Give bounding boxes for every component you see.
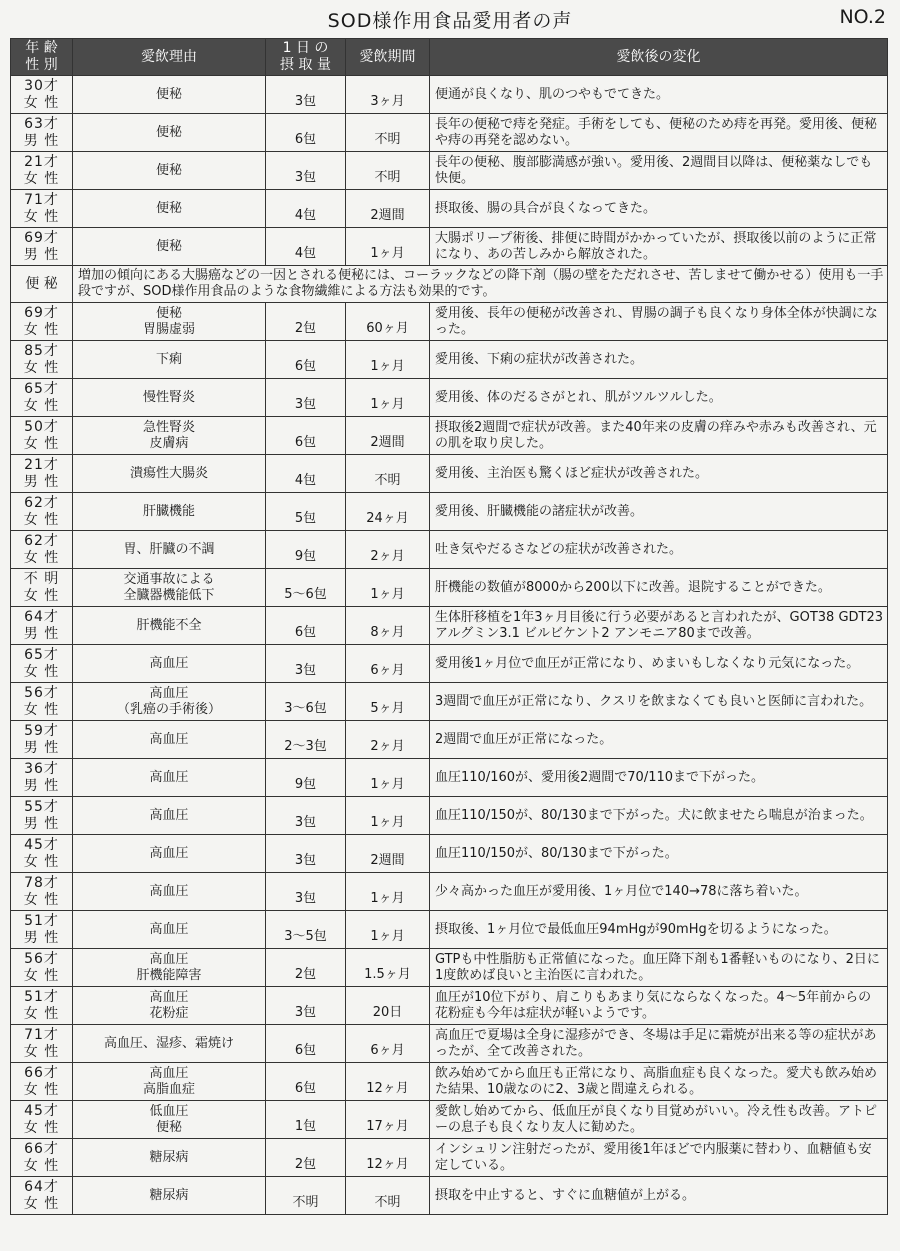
amount-cell: 9包: [266, 531, 346, 569]
change-cell: 長年の便秘、腹部膨満感が強い。愛用後、2週間目以降は、便秘薬なしでも快便。: [430, 152, 888, 190]
reason-cell: 交通事故による 全臓器機能低下: [73, 569, 266, 607]
table-row: [11, 1177, 888, 1215]
change-cell: 愛用後、肝臓機能の諸症状が改善。: [430, 493, 888, 531]
change-cell: 2週間で血圧が正常になった。: [430, 721, 888, 759]
period-cell: 2ヶ月: [346, 531, 430, 569]
age-sex-cell: 55才 男 性: [11, 797, 73, 835]
reason-cell: 便秘: [73, 228, 266, 266]
change-cell: 大腸ポリープ術後、排便に時間がかかっていたが、摂取後以前のように正常になり、あの苦しみから解放された。: [430, 228, 888, 266]
period-cell: 6ヶ月: [346, 645, 430, 683]
header-period: 愛飲期間: [346, 39, 430, 76]
period-cell: 2週間: [346, 835, 430, 873]
amount-cell: 3包: [266, 645, 346, 683]
age-sex-cell: 62才 女 性: [11, 531, 73, 569]
change-cell: 愛用後、長年の便秘が改善され、胃腸の調子も良くなり身体全体が快調になった。: [430, 303, 888, 341]
change-cell: 血圧110/150が、80/130まで下がった。犬に飲ませたら喘息が治まった。: [430, 797, 888, 835]
reason-cell: 糖尿病: [73, 1177, 266, 1215]
page-title: SOD様作用食品愛用者の声: [327, 10, 573, 32]
amount-cell: 3包: [266, 797, 346, 835]
reason-cell: 慢性腎炎: [73, 379, 266, 417]
table-row: [11, 228, 888, 266]
amount-cell: 1包: [266, 1101, 346, 1139]
amount-cell: 3包: [266, 835, 346, 873]
age-sex-cell: 69才 男 性: [11, 228, 73, 266]
age-sex-cell: 45才 女 性: [11, 835, 73, 873]
header-change: 愛飲後の変化: [430, 39, 888, 76]
testimonials-table: [10, 38, 888, 1215]
amount-cell: 6包: [266, 341, 346, 379]
table-row: [11, 455, 888, 493]
period-cell: 2週間: [346, 417, 430, 455]
reason-cell: 高血圧、湿疹、霜焼け: [73, 1025, 266, 1063]
note-row: [11, 266, 888, 303]
period-cell: 12ヶ月: [346, 1063, 430, 1101]
reason-cell: 高血圧 高脂血症: [73, 1063, 266, 1101]
table-row: [11, 341, 888, 379]
change-cell: 血圧が10位下がり、肩こりもあまり気にならなくなった。4〜5年前からの花粉症も今年は症状が軽いようです。: [430, 987, 888, 1025]
header-age-sex: 年 齢 性 別: [11, 39, 73, 76]
change-cell: 血圧110/150が、80/130まで下がった。: [430, 835, 888, 873]
table-row: [11, 873, 888, 911]
period-cell: 6ヶ月: [346, 1025, 430, 1063]
change-cell: 愛用後、下痢の症状が改善された。: [430, 341, 888, 379]
table-header-row: [11, 39, 888, 76]
period-cell: 1ヶ月: [346, 341, 430, 379]
table-row: [11, 987, 888, 1025]
period-cell: 不明: [346, 114, 430, 152]
change-cell: 愛用後1ヶ月位で血圧が正常になり、めまいもしなくなり元気になった。: [430, 645, 888, 683]
amount-cell: 2包: [266, 949, 346, 987]
age-sex-cell: 56才 女 性: [11, 683, 73, 721]
table-row: [11, 911, 888, 949]
reason-cell: 糖尿病: [73, 1139, 266, 1177]
table-row: [11, 531, 888, 569]
amount-cell: 4包: [266, 455, 346, 493]
header-amount: 1 日 の 摂 取 量: [266, 39, 346, 76]
change-cell: 愛飲し始めてから、低血圧が良くなり目覚めがいい。冷え性も改善。アトピーの息子も良くなり友人に勧めた。: [430, 1101, 888, 1139]
amount-cell: 6包: [266, 114, 346, 152]
change-cell: 肝機能の数値が8000から200以下に改善。退院することができた。: [430, 569, 888, 607]
amount-cell: 3〜5包: [266, 911, 346, 949]
period-cell: 3ヶ月: [346, 76, 430, 114]
amount-cell: 3包: [266, 873, 346, 911]
table-row: [11, 607, 888, 645]
header-reason: 愛飲理由: [73, 39, 266, 76]
table-row: [11, 1101, 888, 1139]
period-cell: 17ヶ月: [346, 1101, 430, 1139]
age-sex-cell: 50才 女 性: [11, 417, 73, 455]
age-sex-cell: 78才 女 性: [11, 873, 73, 911]
period-cell: 24ヶ月: [346, 493, 430, 531]
age-sex-cell: 71才 女 性: [11, 1025, 73, 1063]
change-cell: 飲み始めてから血圧も正常になり、高脂血症も良くなった。愛犬も飲み始めた結果、10歳なのに2、3歳と間違えられる。: [430, 1063, 888, 1101]
age-sex-cell: 21才 女 性: [11, 152, 73, 190]
table-row: [11, 417, 888, 455]
amount-cell: 2包: [266, 1139, 346, 1177]
age-sex-cell: 21才 男 性: [11, 455, 73, 493]
period-cell: 不明: [346, 455, 430, 493]
table-row: [11, 1063, 888, 1101]
table-row: [11, 493, 888, 531]
reason-cell: 便秘: [73, 114, 266, 152]
age-sex-cell: 不 明 女 性: [11, 569, 73, 607]
reason-cell: 高血圧 （乳癌の手術後）: [73, 683, 266, 721]
table-body: [11, 76, 888, 1215]
period-cell: 2週間: [346, 190, 430, 228]
reason-cell: 高血圧: [73, 835, 266, 873]
reason-cell: 高血圧: [73, 873, 266, 911]
amount-cell: 不明: [266, 1177, 346, 1215]
age-sex-cell: 69才 女 性: [11, 303, 73, 341]
reason-cell: 便秘 胃腸虚弱: [73, 303, 266, 341]
change-cell: 摂取後、1ヶ月位で最低血圧94mHgが90mHgを切るようになった。: [430, 911, 888, 949]
period-cell: 1ヶ月: [346, 569, 430, 607]
table-row: [11, 569, 888, 607]
amount-cell: 3〜6包: [266, 683, 346, 721]
amount-cell: 6包: [266, 1025, 346, 1063]
age-sex-cell: 62才 女 性: [11, 493, 73, 531]
age-sex-cell: 71才 女 性: [11, 190, 73, 228]
reason-cell: 高血圧: [73, 721, 266, 759]
amount-cell: 3包: [266, 987, 346, 1025]
period-cell: 不明: [346, 1177, 430, 1215]
age-sex-cell: 64才 女 性: [11, 1177, 73, 1215]
table-row: [11, 152, 888, 190]
reason-cell: 胃、肝臓の不調: [73, 531, 266, 569]
change-cell: インシュリン注射だったが、愛用後1年ほどで内服薬に替わり、血糖値も安定している。: [430, 1139, 888, 1177]
change-cell: 少々高かった血圧が愛用後、1ヶ月位で140→78に落ち着いた。: [430, 873, 888, 911]
period-cell: 8ヶ月: [346, 607, 430, 645]
table-row: [11, 190, 888, 228]
table-row: [11, 949, 888, 987]
table-row: [11, 835, 888, 873]
table-row: [11, 303, 888, 341]
reason-cell: 便秘: [73, 152, 266, 190]
period-cell: 1ヶ月: [346, 873, 430, 911]
reason-cell: 低血圧 便秘: [73, 1101, 266, 1139]
age-sex-cell: 59才 男 性: [11, 721, 73, 759]
table-row: [11, 1025, 888, 1063]
period-cell: 1.5ヶ月: [346, 949, 430, 987]
period-cell: 1ヶ月: [346, 797, 430, 835]
period-cell: 1ヶ月: [346, 911, 430, 949]
table-row: [11, 76, 888, 114]
note-text: 増加の傾向にある大腸癌などの一因とされる便秘には、コーラックなどの降下剤（腸の壁をただれさせ、苦しませて働かせる）使用も一手段ですが、SOD様作用食品のような食物繊維による方法も効果的です。: [73, 266, 888, 303]
amount-cell: 3包: [266, 152, 346, 190]
reason-cell: 潰瘍性大腸炎: [73, 455, 266, 493]
period-cell: 20日: [346, 987, 430, 1025]
change-cell: 摂取後、腸の具合が良くなってきた。: [430, 190, 888, 228]
change-cell: 高血圧で夏場は全身に湿疹ができ、冬場は手足に霜焼が出来る等の症状があったが、全て改善された。: [430, 1025, 888, 1063]
change-cell: 生体肝移植を1年3ヶ月目後に行う必要があると言われたが、GOT38 GDT23 アルグミン3.1 ビルビケント2 アンモニア80まで改善。: [430, 607, 888, 645]
period-cell: 2ヶ月: [346, 721, 430, 759]
age-sex-cell: 85才 女 性: [11, 341, 73, 379]
amount-cell: 3包: [266, 379, 346, 417]
period-cell: 1ヶ月: [346, 379, 430, 417]
change-cell: 愛用後、体のだるさがとれ、肌がツルツルした。: [430, 379, 888, 417]
reason-cell: 急性腎炎 皮膚病: [73, 417, 266, 455]
change-cell: 3週間で血圧が正常になり、クスリを飲まなくても良いと医師に言われた。: [430, 683, 888, 721]
reason-cell: 高血圧: [73, 759, 266, 797]
change-cell: 愛用後、主治医も驚くほど症状が改善された。: [430, 455, 888, 493]
page-number: NO.2: [839, 6, 886, 28]
note-label: 便 秘: [11, 266, 73, 303]
reason-cell: 高血圧: [73, 645, 266, 683]
age-sex-cell: 65才 女 性: [11, 379, 73, 417]
age-sex-cell: 66才 女 性: [11, 1063, 73, 1101]
reason-cell: 高血圧: [73, 911, 266, 949]
reason-cell: 高血圧: [73, 797, 266, 835]
table-row: [11, 645, 888, 683]
change-cell: 吐き気やだるさなどの症状が改善された。: [430, 531, 888, 569]
age-sex-cell: 63才 男 性: [11, 114, 73, 152]
amount-cell: 6包: [266, 1063, 346, 1101]
amount-cell: 4包: [266, 228, 346, 266]
period-cell: 5ヶ月: [346, 683, 430, 721]
table-row: [11, 683, 888, 721]
change-cell: 摂取を中止すると、すぐに血糖値が上がる。: [430, 1177, 888, 1215]
amount-cell: 2包: [266, 303, 346, 341]
reason-cell: 肝機能不全: [73, 607, 266, 645]
reason-cell: 肝臓機能: [73, 493, 266, 531]
change-cell: 摂取後2週間で症状が改善。また40年来の皮膚の痒みや赤みも改善され、元の肌を取り戻した。: [430, 417, 888, 455]
amount-cell: 6包: [266, 607, 346, 645]
age-sex-cell: 51才 女 性: [11, 987, 73, 1025]
table-row: [11, 379, 888, 417]
change-cell: GTPも中性脂肪も正常値になった。血圧降下剤も1番軽いものになり、2日に1度飲めば良いと主治医に言われた。: [430, 949, 888, 987]
period-cell: 1ヶ月: [346, 759, 430, 797]
change-cell: 長年の便秘で痔を発症。手術をしても、便秘のため痔を再発。愛用後、便秘や痔の再発を認めない。: [430, 114, 888, 152]
table-row: [11, 1139, 888, 1177]
table-row: [11, 759, 888, 797]
amount-cell: 5〜6包: [266, 569, 346, 607]
table-row: [11, 114, 888, 152]
reason-cell: 高血圧 花粉症: [73, 987, 266, 1025]
reason-cell: 下痢: [73, 341, 266, 379]
reason-cell: 便秘: [73, 190, 266, 228]
age-sex-cell: 56才 女 性: [11, 949, 73, 987]
period-cell: 不明: [346, 152, 430, 190]
reason-cell: 高血圧 肝機能障害: [73, 949, 266, 987]
age-sex-cell: 51才 男 性: [11, 911, 73, 949]
age-sex-cell: 30才 女 性: [11, 76, 73, 114]
amount-cell: 2〜3包: [266, 721, 346, 759]
period-cell: 1ヶ月: [346, 228, 430, 266]
age-sex-cell: 64才 男 性: [11, 607, 73, 645]
amount-cell: 4包: [266, 190, 346, 228]
reason-cell: 便秘: [73, 76, 266, 114]
change-cell: 便通が良くなり、肌のつやもでてきた。: [430, 76, 888, 114]
age-sex-cell: 36才 男 性: [11, 759, 73, 797]
amount-cell: 5包: [266, 493, 346, 531]
period-cell: 12ヶ月: [346, 1139, 430, 1177]
age-sex-cell: 45才 女 性: [11, 1101, 73, 1139]
amount-cell: 9包: [266, 759, 346, 797]
age-sex-cell: 66才 女 性: [11, 1139, 73, 1177]
amount-cell: 6包: [266, 417, 346, 455]
table-row: [11, 797, 888, 835]
age-sex-cell: 65才 女 性: [11, 645, 73, 683]
period-cell: 60ヶ月: [346, 303, 430, 341]
change-cell: 血圧110/160が、愛用後2週間で70/110まで下がった。: [430, 759, 888, 797]
amount-cell: 3包: [266, 76, 346, 114]
table-row: [11, 721, 888, 759]
